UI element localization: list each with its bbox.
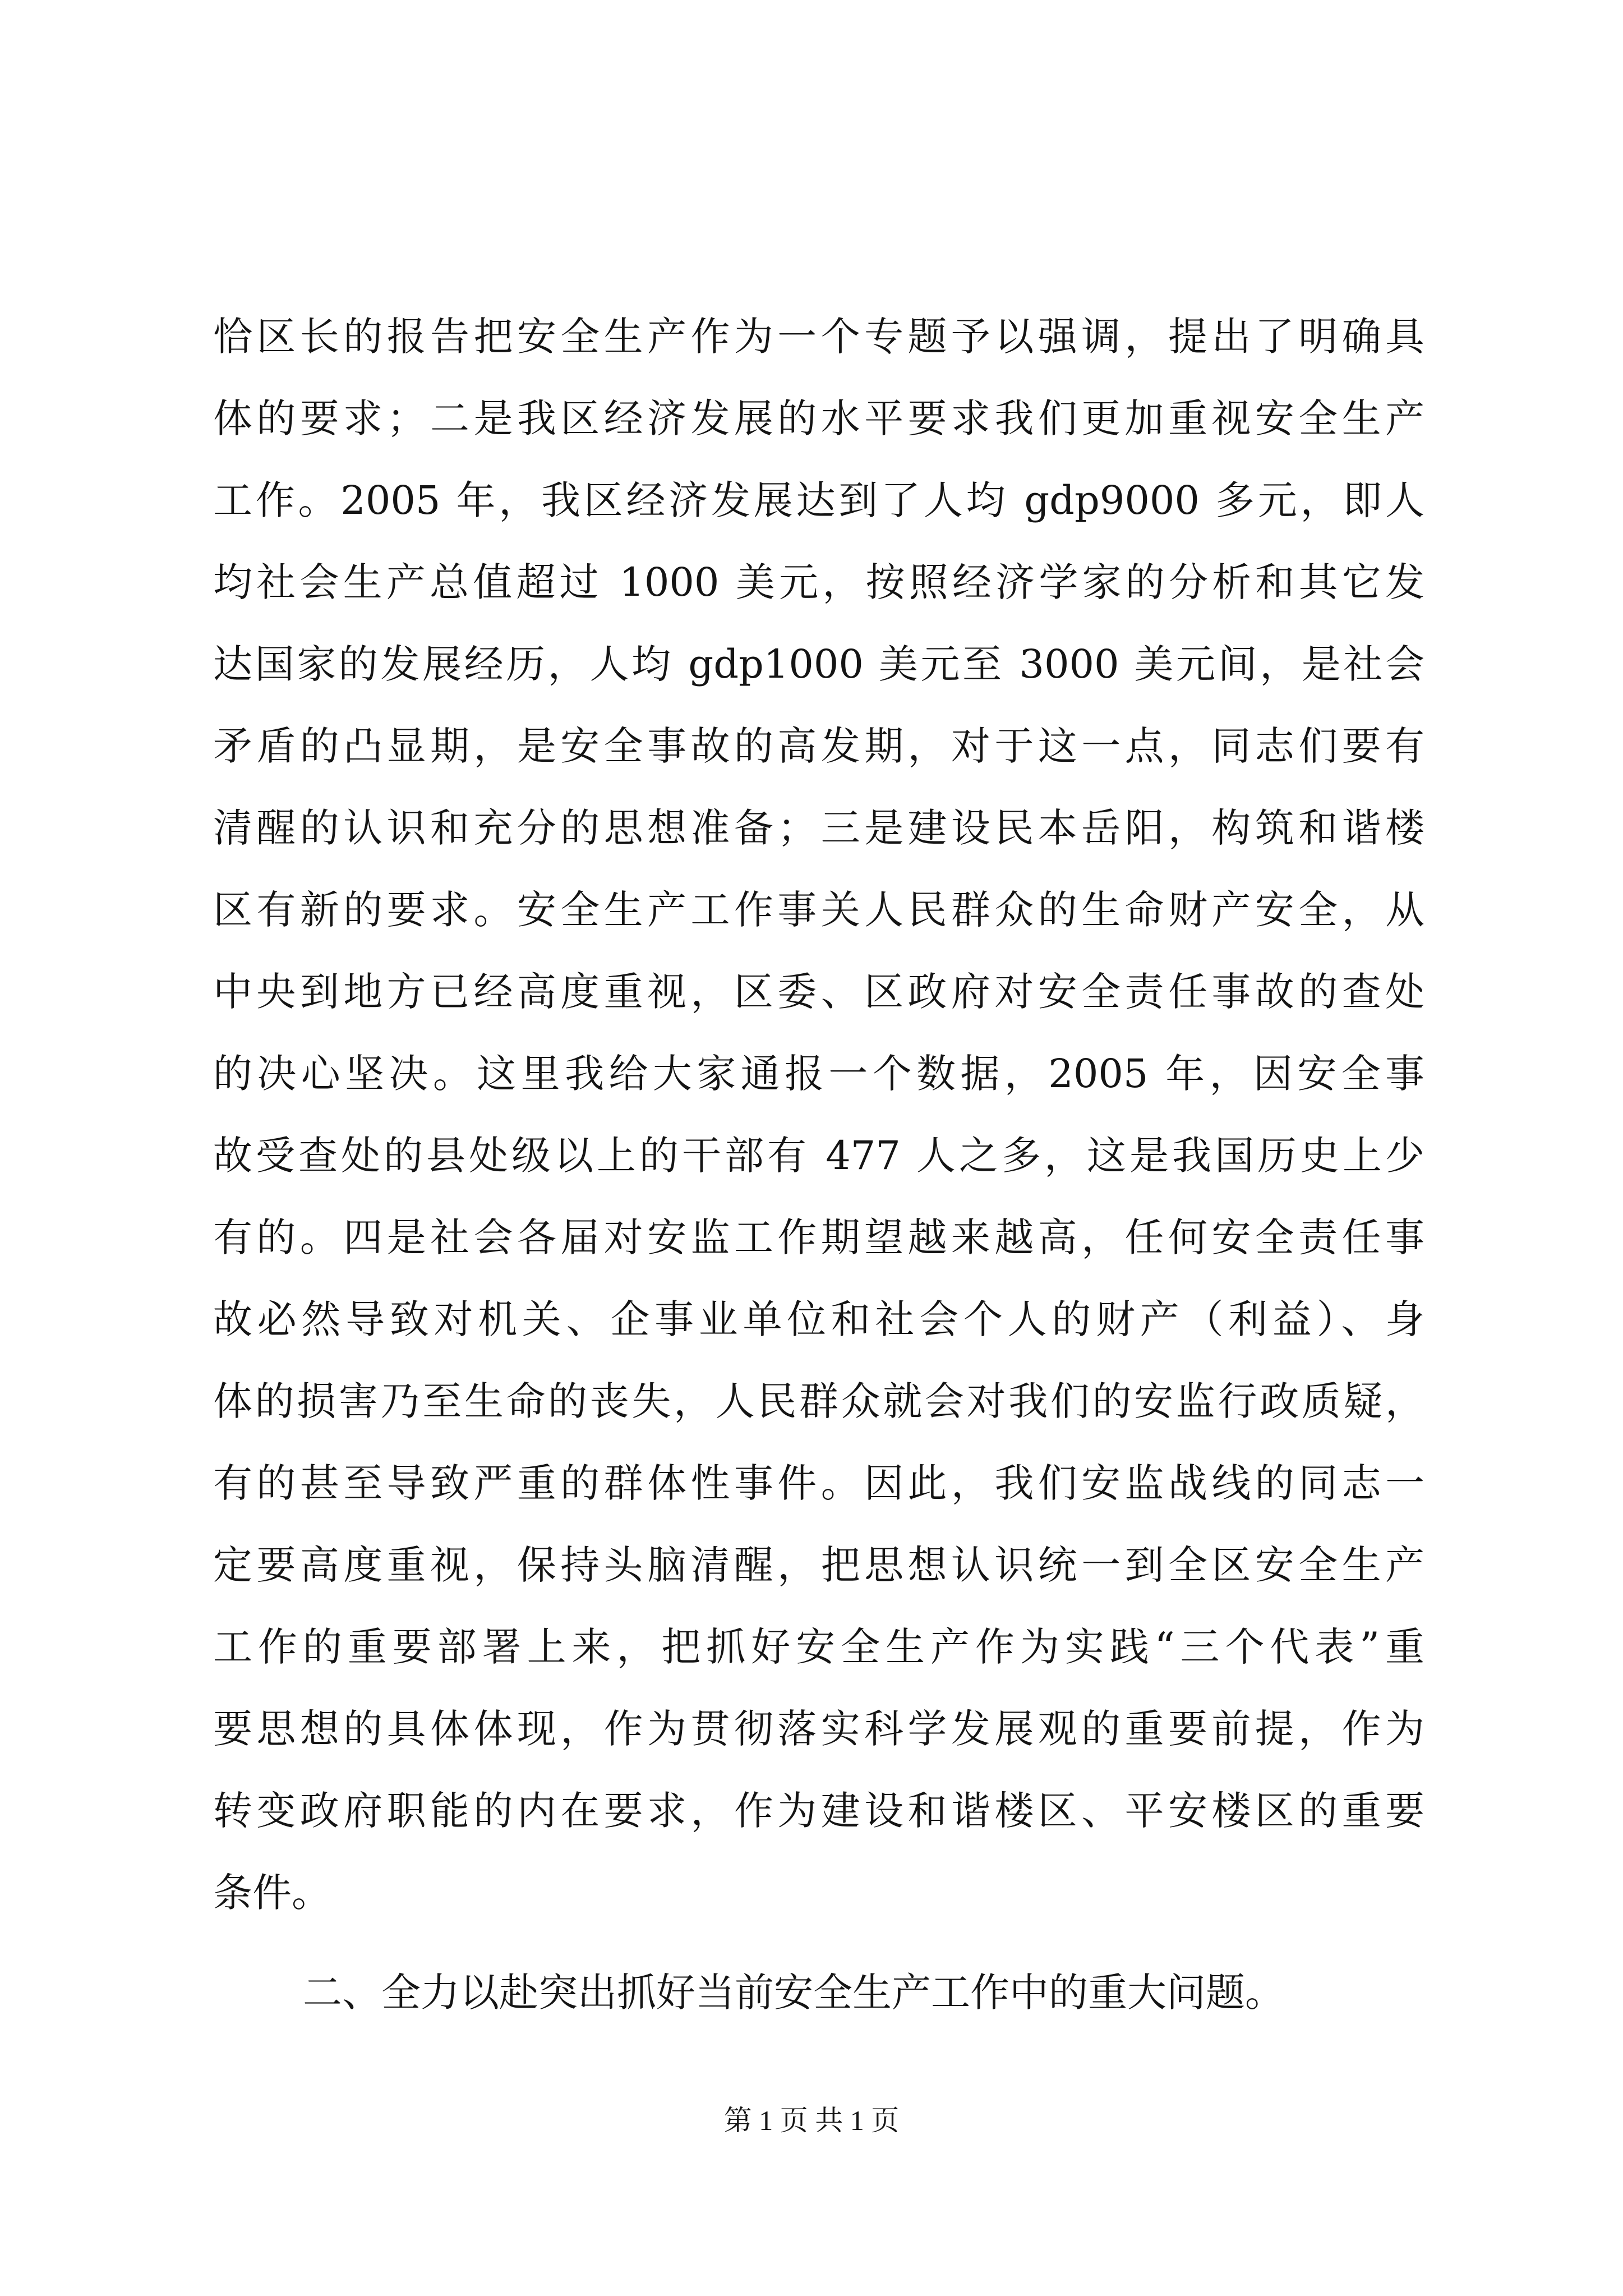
text-line: 区有新的要求。安全生产工作事关人民群众的生命财产安全，从	[213, 887, 1424, 933]
text-line: 定要高度重视，保持头脑清醒，把思想认识统一到全区安全生产	[213, 1542, 1424, 1588]
text-line: 条件。	[213, 1870, 331, 1916]
text-line: 有的。四是社会各届对安监工作期望越来越高，任何安全责任事	[213, 1214, 1424, 1260]
text-line: 故受查处的县处级以上的干部有 477 人之多，这是我国历史上少	[213, 1133, 1424, 1179]
text-line: 转变政府职能的内在要求，作为建设和谐楼区、平安楼区的重要	[213, 1788, 1424, 1834]
text-line: 均社会生产总值超过 1000 美元，按照经济学家的分析和其它发	[213, 559, 1424, 605]
text-line: 体的要求；二是我区经济发展的水平要求我们更加重视安全生产	[213, 395, 1424, 441]
body-paragraph	[213, 296, 1424, 1934]
text-line: 中央到地方已经高度重视，区委、区政府对安全责任事故的查处	[213, 969, 1424, 1015]
text-line: 清醒的认识和充分的思想准备；三是建设民本岳阳，构筑和谐楼	[213, 805, 1424, 851]
text-line: 要思想的具体体现，作为贯彻落实科学发展观的重要前提，作为	[213, 1706, 1424, 1752]
text-line: 故必然导致对机关、企事业单位和社会个人的财产（利益）、身	[213, 1296, 1424, 1342]
section-heading: 二、全力以赴突出抓好当前安全生产工作中的重大问题。	[303, 1970, 1284, 2016]
text-line: 的决心坚决。这里我给大家通报一个数据，2005 年，因安全事	[213, 1051, 1424, 1097]
text-line: 工作的重要部署上来，把抓好安全生产作为实践“三个代表”重	[213, 1624, 1424, 1670]
text-line: 达国家的发展经历，人均 gdp1000 美元至 3000 美元间，是社会	[213, 641, 1424, 687]
text-line: 有的甚至导致严重的群体性事件。因此，我们安监战线的同志一	[213, 1460, 1424, 1506]
text-line: 工作。2005 年，我区经济发展达到了人均 gdp9000 多元，即人	[213, 477, 1424, 523]
text-line: 矛盾的凸显期，是安全事故的高发期，对于这一点，同志们要有	[213, 723, 1424, 769]
text-line: 体的损害乃至生命的丧失，人民群众就会对我们的安监行政质疑，	[213, 1378, 1424, 1424]
page-footer: 第 1 页 共 1 页	[723, 2105, 900, 2136]
text-line: 恰区长的报告把安全生产作为一个专题予以强调，提出了明确具	[213, 314, 1424, 360]
